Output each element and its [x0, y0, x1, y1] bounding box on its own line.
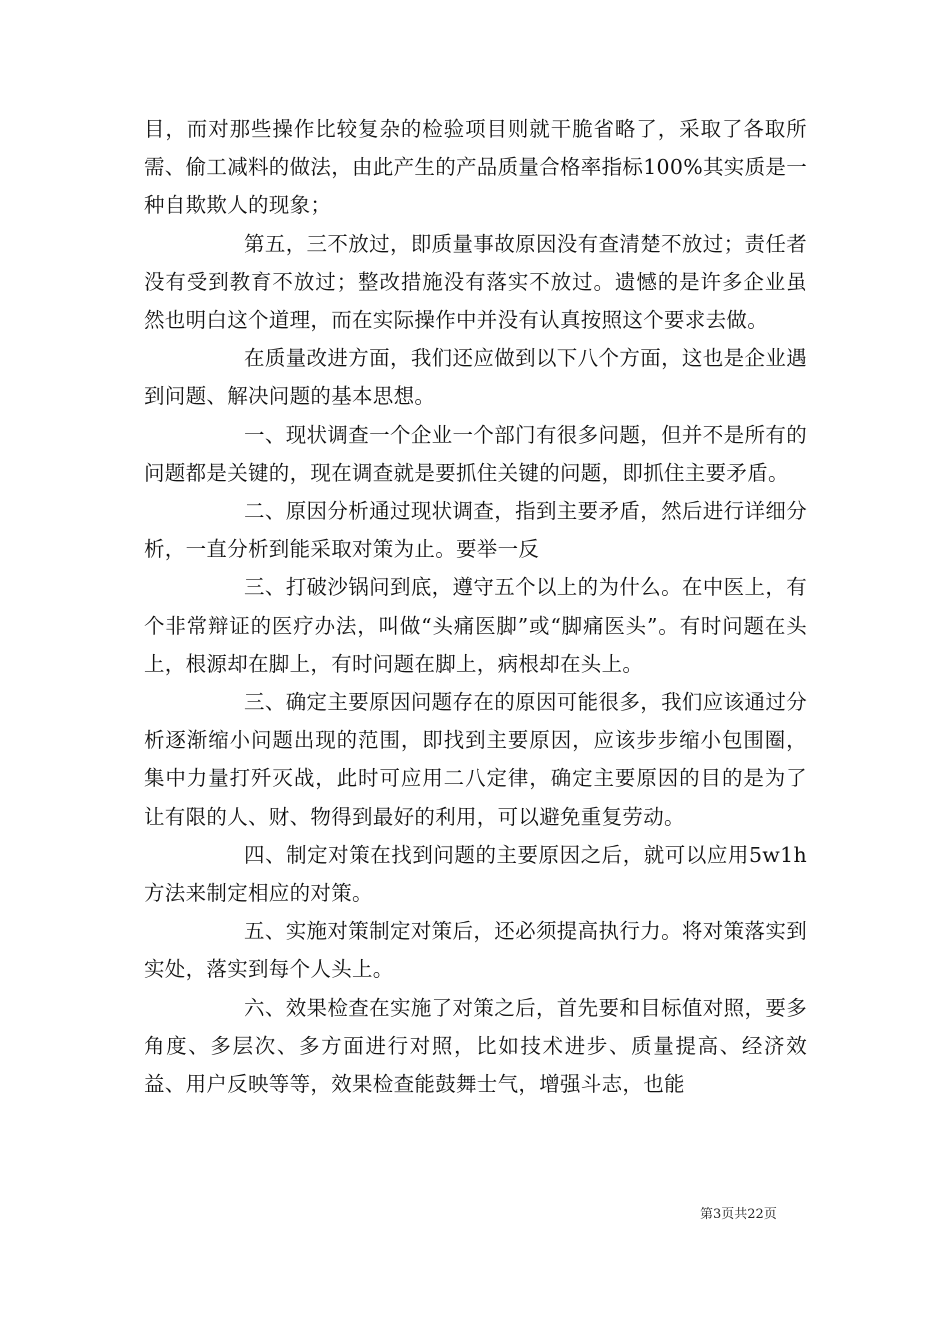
paragraph-item-2: 二、原因分析通过现状调查，指到主要矛盾，然后进行详细分析，一直分析到能采取对策为止。要举一反: [144, 499, 807, 562]
paragraph-point-five: 第五，三不放过，即质量事故原因没有查清楚不放过；责任者没有受到教育不放过；整改措施没有落实不放过。遗憾的是许多企业虽然也明白这个道理，而在实际操作中并没有认真按照这个要求去做。: [144, 231, 807, 333]
paragraph-item-6: 六、效果检查在实施了对策之后，首先要和目标值对照，要多角度、多层次、多方面进行对照，比如技术进步、质量提高、经济效益、用户反映等等，效果检查能鼓舞士气，增强斗志，也能: [144, 995, 807, 1097]
paragraph-improvement-intro: 在质量改进方面，我们还应做到以下八个方面，这也是企业遇到问题、解决问题的基本思想。: [144, 346, 807, 409]
body-text: [144, 110, 807, 1103]
page-number: 第3页共22页: [700, 1207, 777, 1222]
paragraph-item-3a: 三、打破沙锅问到底，遵守五个以上的为什么。在中医上，有个非常辩证的医疗办法，叫做“头痛医脚”或“脚痛医头”。有时问题在头上，根源却在脚上，有时问题在脚上，病根却在头上。: [144, 575, 807, 676]
paragraph-item-4: 四、制定对策在找到问题的主要原因之后，就可以应用5w1h方法来制定相应的对策。: [144, 842, 807, 906]
paragraph-item-1: 一、现状调查一个企业一个部门有很多问题，但并不是所有的问题都是关键的，现在调查就是要抓住关键的问题，即抓住主要矛盾。: [144, 422, 807, 485]
paragraph-continuation: 目，而对那些操作比较复杂的检验项目则就干脆省略了，采取了各取所需、偷工减料的做法，由此产生的产品质量合格率指标100%其实质是一种自欺欺人的现象；: [144, 117, 808, 218]
paragraph-item-5: 五、实施对策制定对策后，还必须提高执行力。将对策落实到实处，落实到每个人头上。: [144, 919, 807, 982]
paragraph-item-3b: 三、确定主要原因问题存在的原因可能很多，我们应该通过分析逐渐缩小问题出现的范围，即找到主要原因，应该步步缩小包围圈，集中力量打歼灭战，此时可应用二八定律，确定主要原因的目的是为了让有限的人、财、物得到最好的利用，可以避免重复劳动。: [144, 690, 807, 829]
